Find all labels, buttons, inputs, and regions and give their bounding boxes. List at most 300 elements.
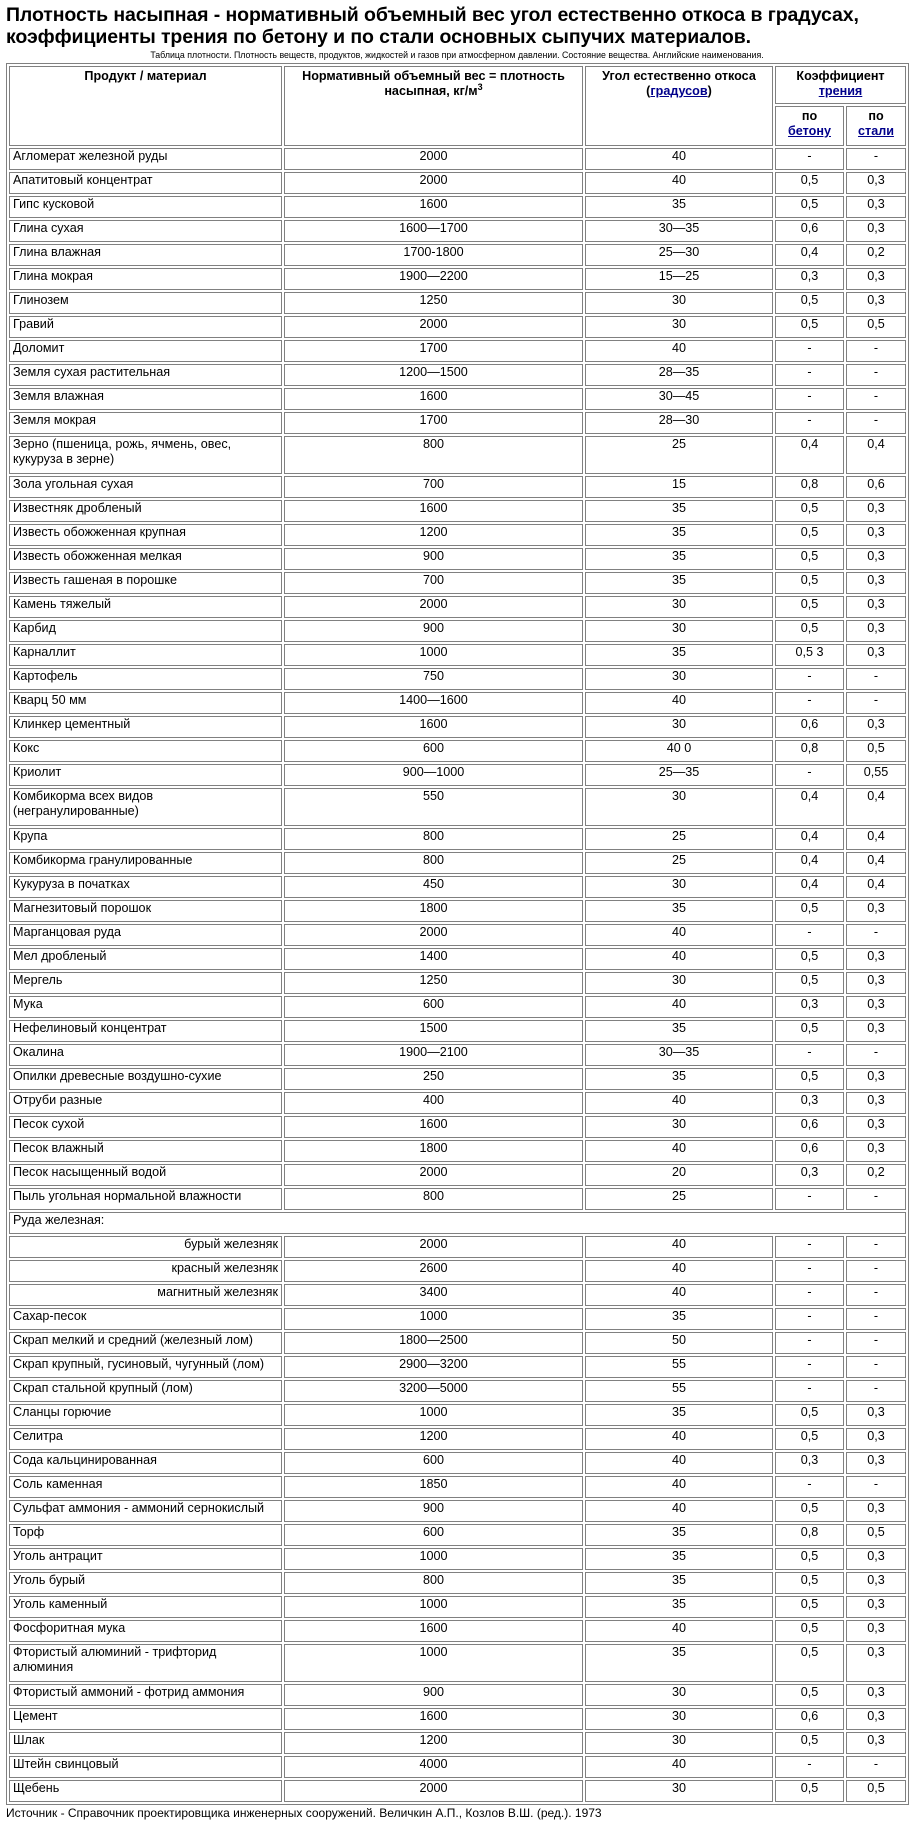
table-row	[9, 364, 906, 386]
cell-friction-steel: 0,3	[846, 1404, 906, 1426]
header-coefficient-title: Коэффициент	[796, 69, 885, 83]
cell-density: 1000	[284, 1404, 583, 1426]
table-row	[9, 788, 906, 826]
cell-friction-concrete: 0,5	[775, 1596, 844, 1618]
cell-friction-steel: 0,3	[846, 596, 906, 618]
cell-density: 900	[284, 1500, 583, 1522]
table-row	[9, 1756, 906, 1778]
cell-density: 800	[284, 828, 583, 850]
cell-friction-steel: -	[846, 412, 906, 434]
cell-material: Селитра	[9, 1428, 282, 1450]
cell-friction-concrete: -	[775, 1284, 844, 1306]
cell-density: 600	[284, 1524, 583, 1546]
link-degrees[interactable]: градусов	[650, 84, 708, 98]
cell-density: 2000	[284, 1164, 583, 1186]
cell-density: 800	[284, 1572, 583, 1594]
cell-density: 600	[284, 740, 583, 762]
cell-friction-concrete: 0,4	[775, 876, 844, 898]
cell-friction-steel: 0,2	[846, 244, 906, 266]
cell-density: 700	[284, 476, 583, 498]
cell-density: 400	[284, 1092, 583, 1114]
table-row	[9, 716, 906, 738]
cell-material: Картофель	[9, 668, 282, 690]
cell-friction-concrete: -	[775, 148, 844, 170]
cell-friction-steel: 0,3	[846, 500, 906, 522]
table-body	[9, 148, 906, 1802]
cell-material: Сахар-песок	[9, 1308, 282, 1330]
table-row	[9, 1572, 906, 1594]
cell-density: 2900—3200	[284, 1356, 583, 1378]
table-row	[9, 924, 906, 946]
cell-density: 550	[284, 788, 583, 826]
table-row	[9, 244, 906, 266]
cell-friction-concrete: 0,4	[775, 244, 844, 266]
table-row	[9, 1380, 906, 1402]
cell-density: 600	[284, 996, 583, 1018]
cell-density: 1200	[284, 1428, 583, 1450]
cell-angle: 30	[585, 1780, 773, 1802]
table-row	[9, 692, 906, 714]
cell-friction-steel: 0,3	[846, 1092, 906, 1114]
cell-angle: 20	[585, 1164, 773, 1186]
cell-material: Криолит	[9, 764, 282, 786]
cell-material: Песок насыщенный водой	[9, 1164, 282, 1186]
cell-density: 2000	[284, 316, 583, 338]
cell-angle: 25	[585, 1188, 773, 1210]
cell-material: Глинозем	[9, 292, 282, 314]
header-angle-suffix: )	[707, 84, 712, 98]
cell-friction-concrete: 0,5	[775, 172, 844, 194]
table-row	[9, 1780, 906, 1802]
cell-friction-steel: 0,2	[846, 1164, 906, 1186]
cell-material: Сода кальцинированная	[9, 1452, 282, 1474]
cell-material: Карбид	[9, 620, 282, 642]
cell-angle: 40	[585, 172, 773, 194]
cell-material: Известь обожженная мелкая	[9, 548, 282, 570]
cell-material: Агломерат железной руды	[9, 148, 282, 170]
cell-angle: 15	[585, 476, 773, 498]
cell-material: Известь гашеная в порошке	[9, 572, 282, 594]
table-row	[9, 1284, 906, 1306]
cell-material: Карналлит	[9, 644, 282, 666]
cell-friction-steel: -	[846, 1380, 906, 1402]
cell-angle: 30—45	[585, 388, 773, 410]
cell-density: 1250	[284, 972, 583, 994]
cell-friction-steel: 0,5	[846, 1524, 906, 1546]
table-row	[9, 412, 906, 434]
cell-friction-concrete: 0,8	[775, 476, 844, 498]
cell-angle: 35	[585, 524, 773, 546]
cell-friction-steel: 0,3	[846, 1140, 906, 1162]
table-row	[9, 764, 906, 786]
cell-angle: 40	[585, 1260, 773, 1282]
cell-angle: 35	[585, 1548, 773, 1570]
cell-material: Гипс кусковой	[9, 196, 282, 218]
table-row	[9, 1260, 906, 1282]
cell-material: Кварц 50 мм	[9, 692, 282, 714]
cell-friction-concrete: 0,5	[775, 1428, 844, 1450]
cell-friction-steel: 0,3	[846, 1068, 906, 1090]
cell-friction-concrete: 0,5	[775, 524, 844, 546]
cell-density: 2000	[284, 172, 583, 194]
cell-friction-concrete: -	[775, 1356, 844, 1378]
cell-material: Глина влажная	[9, 244, 282, 266]
cell-angle: 30	[585, 1708, 773, 1730]
cell-friction-concrete: -	[775, 1260, 844, 1282]
table-row	[9, 436, 906, 474]
cell-material: Земля влажная	[9, 388, 282, 410]
cell-friction-concrete: -	[775, 340, 844, 362]
header-steel	[846, 106, 906, 146]
cell-material: Скрап мелкий и средний (железный лом)	[9, 1332, 282, 1354]
cell-density: 900	[284, 620, 583, 642]
table-row	[9, 1236, 906, 1258]
cell-friction-concrete: 0,3	[775, 1452, 844, 1474]
table-row	[9, 596, 906, 618]
cell-angle: 40	[585, 1500, 773, 1522]
cell-material: Окалина	[9, 1044, 282, 1066]
cell-friction-steel: 0,3	[846, 716, 906, 738]
cell-density: 1600	[284, 1620, 583, 1642]
cell-density: 1700-1800	[284, 244, 583, 266]
cell-material: Торф	[9, 1524, 282, 1546]
cell-friction-steel: 0,4	[846, 828, 906, 850]
cell-friction-concrete: 0,5	[775, 316, 844, 338]
table-row	[9, 644, 906, 666]
cell-friction-steel: 0,3	[846, 1596, 906, 1618]
cell-angle: 40	[585, 1092, 773, 1114]
cell-material: Зола угольная сухая	[9, 476, 282, 498]
cell-angle: 30	[585, 292, 773, 314]
cell-friction-steel: 0,55	[846, 764, 906, 786]
cell-friction-concrete: 0,6	[775, 1116, 844, 1138]
cell-material: Скрап крупный, гусиновый, чугунный (лом)	[9, 1356, 282, 1378]
cell-material: Апатитовый концентрат	[9, 172, 282, 194]
cell-material: Песок сухой	[9, 1116, 282, 1138]
cell-friction-concrete: 0,5	[775, 1404, 844, 1426]
cell-friction-steel: -	[846, 1260, 906, 1282]
cell-friction-steel: -	[846, 692, 906, 714]
section-label: Руда железная:	[9, 1212, 906, 1234]
cell-angle: 35	[585, 1308, 773, 1330]
table-row	[9, 1644, 906, 1682]
cell-material: Нефелиновый концентрат	[9, 1020, 282, 1042]
cell-angle: 35	[585, 1068, 773, 1090]
cell-angle: 55	[585, 1380, 773, 1402]
header-steel-prefix: по	[868, 109, 884, 123]
cell-angle: 30	[585, 788, 773, 826]
table-row	[9, 1620, 906, 1642]
cell-angle: 40	[585, 1140, 773, 1162]
cell-friction-concrete: -	[775, 924, 844, 946]
cell-friction-concrete: 0,8	[775, 1524, 844, 1546]
table-row	[9, 1732, 906, 1754]
table-row	[9, 620, 906, 642]
cell-angle: 30	[585, 316, 773, 338]
cell-material: Уголь каменный	[9, 1596, 282, 1618]
cell-material: Магнезитовый порошок	[9, 900, 282, 922]
cell-friction-steel: 0,3	[846, 1452, 906, 1474]
table-row	[9, 876, 906, 898]
cell-material: Глина мокрая	[9, 268, 282, 290]
cell-material: Отруби разные	[9, 1092, 282, 1114]
cell-density: 1200	[284, 524, 583, 546]
cell-friction-steel: 0,3	[846, 1500, 906, 1522]
cell-friction-steel: 0,3	[846, 996, 906, 1018]
cell-friction-steel: -	[846, 1476, 906, 1498]
cell-angle: 50	[585, 1332, 773, 1354]
cell-friction-steel: 0,3	[846, 1708, 906, 1730]
cell-material: Гравий	[9, 316, 282, 338]
cell-density: 1800	[284, 1140, 583, 1162]
cell-friction-steel: 0,4	[846, 788, 906, 826]
cell-material: Песок влажный	[9, 1140, 282, 1162]
cell-density: 1700	[284, 412, 583, 434]
table-row	[9, 476, 906, 498]
cell-angle: 30—35	[585, 1044, 773, 1066]
cell-friction-concrete: 0,5	[775, 572, 844, 594]
cell-friction-steel: -	[846, 364, 906, 386]
cell-friction-steel: -	[846, 1332, 906, 1354]
cell-density: 1400	[284, 948, 583, 970]
cell-friction-concrete: -	[775, 1044, 844, 1066]
cell-friction-steel: 0,3	[846, 1572, 906, 1594]
link-friction[interactable]: трения	[818, 84, 863, 98]
cell-density: 800	[284, 1188, 583, 1210]
cell-friction-steel: 0,4	[846, 852, 906, 874]
cell-density: 1200—1500	[284, 364, 583, 386]
cell-material: Соль каменная	[9, 1476, 282, 1498]
cell-angle: 40	[585, 692, 773, 714]
cell-material: Известняк дробленый	[9, 500, 282, 522]
cell-friction-concrete: -	[775, 1308, 844, 1330]
cell-material: Уголь антрацит	[9, 1548, 282, 1570]
cell-friction-steel: 0,3	[846, 1020, 906, 1042]
cell-material: Мергель	[9, 972, 282, 994]
cell-density: 1900—2100	[284, 1044, 583, 1066]
header-density-label: Нормативный объемный вес = плотность насыпная, кг/м	[302, 69, 565, 98]
cell-angle: 30	[585, 972, 773, 994]
cell-material: Кукуруза в початках	[9, 876, 282, 898]
cell-angle: 30	[585, 1684, 773, 1706]
table-row	[9, 1708, 906, 1730]
cell-material: Фтористый алюминий - трифторид алюминия	[9, 1644, 282, 1682]
cell-friction-concrete: -	[775, 1188, 844, 1210]
cell-friction-concrete: -	[775, 412, 844, 434]
cell-angle: 28—35	[585, 364, 773, 386]
cell-friction-steel: 0,3	[846, 1732, 906, 1754]
cell-angle: 40	[585, 1452, 773, 1474]
cell-friction-steel: 0,3	[846, 620, 906, 642]
source-note: Источник - Справочник проектировщика инженерных сооружений. Величкин А.П., Козлов В.Ш. (ред.). 1973	[6, 1806, 602, 1820]
cell-density: 1000	[284, 644, 583, 666]
cell-density: 1850	[284, 1476, 583, 1498]
cell-angle: 30	[585, 1116, 773, 1138]
cell-density: 900	[284, 548, 583, 570]
cell-friction-concrete: -	[775, 764, 844, 786]
cell-density: 2000	[284, 1236, 583, 1258]
cell-material: Камень тяжелый	[9, 596, 282, 618]
cell-friction-concrete: 0,5	[775, 620, 844, 642]
header-product: Продукт / материал	[9, 66, 282, 146]
cell-density: 1200	[284, 1732, 583, 1754]
cell-friction-concrete: 0,5	[775, 1548, 844, 1570]
cell-density: 2000	[284, 148, 583, 170]
cell-density: 1000	[284, 1644, 583, 1682]
cell-density: 1400—1600	[284, 692, 583, 714]
cell-angle: 40	[585, 1756, 773, 1778]
cell-density: 3200—5000	[284, 1380, 583, 1402]
table-row	[9, 148, 906, 170]
cell-material: магнитный железняк	[9, 1284, 282, 1306]
cell-angle: 25—30	[585, 244, 773, 266]
cell-friction-concrete: -	[775, 668, 844, 690]
cell-density: 1800—2500	[284, 1332, 583, 1354]
cell-material: Марганцовая руда	[9, 924, 282, 946]
table-section-row	[9, 1212, 906, 1234]
cell-friction-steel: 0,3	[846, 644, 906, 666]
cell-friction-concrete: 0,6	[775, 716, 844, 738]
cell-friction-steel: -	[846, 1236, 906, 1258]
cell-friction-steel: 0,4	[846, 876, 906, 898]
cell-friction-steel: 0,3	[846, 292, 906, 314]
cell-friction-concrete: 0,5	[775, 1500, 844, 1522]
cell-material: Зерно (пшеница, рожь, ячмень, овес, кукуруза в зерне)	[9, 436, 282, 474]
cell-density: 800	[284, 852, 583, 874]
cell-material: Цемент	[9, 1708, 282, 1730]
cell-angle: 30	[585, 596, 773, 618]
cell-friction-concrete: -	[775, 1756, 844, 1778]
table-row	[9, 1596, 906, 1618]
cell-friction-steel: 0,3	[846, 220, 906, 242]
table-row	[9, 1524, 906, 1546]
cell-material: Земля мокрая	[9, 412, 282, 434]
cell-friction-concrete: 0,5	[775, 548, 844, 570]
table-row	[9, 500, 906, 522]
cell-friction-steel: -	[846, 1188, 906, 1210]
cell-friction-concrete: 0,4	[775, 852, 844, 874]
cell-material: Крупа	[9, 828, 282, 850]
cell-density: 1600—1700	[284, 220, 583, 242]
cell-friction-steel: -	[846, 1044, 906, 1066]
cell-friction-steel: 0,5	[846, 1780, 906, 1802]
cell-friction-concrete: 0,4	[775, 828, 844, 850]
cell-angle: 35	[585, 644, 773, 666]
cell-friction-concrete: 0,3	[775, 996, 844, 1018]
cell-friction-concrete: 0,6	[775, 220, 844, 242]
table-row	[9, 1500, 906, 1522]
cell-material: Пыль угольная нормальной влажности	[9, 1188, 282, 1210]
cell-angle: 40 0	[585, 740, 773, 762]
header-density-sup: 3	[477, 81, 483, 92]
cell-density: 1600	[284, 1708, 583, 1730]
cell-angle: 25	[585, 828, 773, 850]
cell-friction-steel: 0,3	[846, 1620, 906, 1642]
cell-friction-concrete: 0,5	[775, 1572, 844, 1594]
cell-friction-steel: 0,6	[846, 476, 906, 498]
cell-angle: 28—30	[585, 412, 773, 434]
cell-material: красный железняк	[9, 1260, 282, 1282]
cell-material: Известь обожженная крупная	[9, 524, 282, 546]
cell-density: 1000	[284, 1308, 583, 1330]
cell-density: 3400	[284, 1284, 583, 1306]
cell-material: Штейн свинцовый	[9, 1756, 282, 1778]
cell-friction-concrete: 0,5	[775, 1644, 844, 1682]
cell-friction-steel: 0,3	[846, 1684, 906, 1706]
cell-friction-steel: 0,3	[846, 268, 906, 290]
table-row	[9, 1188, 906, 1210]
cell-friction-concrete: -	[775, 692, 844, 714]
cell-friction-concrete: -	[775, 1236, 844, 1258]
cell-friction-concrete: 0,5	[775, 972, 844, 994]
cell-material: Опилки древесные воздушно-сухие	[9, 1068, 282, 1090]
cell-angle: 30	[585, 620, 773, 642]
table-row	[9, 1020, 906, 1042]
cell-material: Кокс	[9, 740, 282, 762]
cell-friction-concrete: 0,5	[775, 1068, 844, 1090]
page-title: Плотность насыпная - нормативный объемный вес угол естественно откоса в градусах, коэффициенты трения по бетону и по стали основных сыпучих материалов.	[6, 4, 859, 48]
cell-friction-concrete: 0,3	[775, 1164, 844, 1186]
cell-density: 1600	[284, 196, 583, 218]
table-row	[9, 1068, 906, 1090]
cell-density: 2000	[284, 596, 583, 618]
table-row	[9, 524, 906, 546]
table-row	[9, 900, 906, 922]
cell-friction-steel: 0,3	[846, 948, 906, 970]
cell-friction-concrete: -	[775, 388, 844, 410]
table-row	[9, 1092, 906, 1114]
cell-friction-steel: 0,3	[846, 196, 906, 218]
cell-friction-concrete: 0,5	[775, 292, 844, 314]
cell-material: Сульфат аммония - аммоний сернокислый	[9, 1500, 282, 1522]
cell-angle: 40	[585, 148, 773, 170]
cell-angle: 40	[585, 948, 773, 970]
cell-friction-concrete: -	[775, 1380, 844, 1402]
cell-friction-concrete: 0,5	[775, 1020, 844, 1042]
cell-friction-steel: 0,3	[846, 1116, 906, 1138]
cell-density: 1500	[284, 1020, 583, 1042]
cell-friction-steel: -	[846, 1756, 906, 1778]
cell-density: 1600	[284, 1116, 583, 1138]
cell-angle: 40	[585, 1284, 773, 1306]
cell-angle: 30—35	[585, 220, 773, 242]
cell-friction-steel: 0,4	[846, 436, 906, 474]
table-row	[9, 316, 906, 338]
cell-friction-steel: -	[846, 924, 906, 946]
table-row	[9, 1332, 906, 1354]
cell-density: 1800	[284, 900, 583, 922]
header-angle	[585, 66, 773, 146]
cell-density: 2000	[284, 1780, 583, 1802]
cell-friction-concrete: 0,5	[775, 948, 844, 970]
cell-angle: 35	[585, 1404, 773, 1426]
table-row	[9, 1356, 906, 1378]
cell-friction-concrete: 0,5	[775, 900, 844, 922]
table-row	[9, 996, 906, 1018]
link-concrete[interactable]: бетону	[788, 124, 831, 138]
page-subtitle: Таблица плотности. Плотность веществ, продуктов, жидкостей и газов при атмосферном давлении. Состояние вещества. Английские наименования.	[150, 50, 764, 60]
cell-friction-steel: 0,3	[846, 572, 906, 594]
cell-friction-concrete: 0,5 3	[775, 644, 844, 666]
cell-friction-concrete: 0,3	[775, 1092, 844, 1114]
cell-material: Фтористый аммоний - фотрид аммония	[9, 1684, 282, 1706]
cell-friction-concrete: 0,4	[775, 436, 844, 474]
cell-angle: 55	[585, 1356, 773, 1378]
cell-angle: 25	[585, 852, 773, 874]
link-steel[interactable]: стали	[858, 124, 894, 138]
cell-density: 1900—2200	[284, 268, 583, 290]
cell-angle: 35	[585, 196, 773, 218]
